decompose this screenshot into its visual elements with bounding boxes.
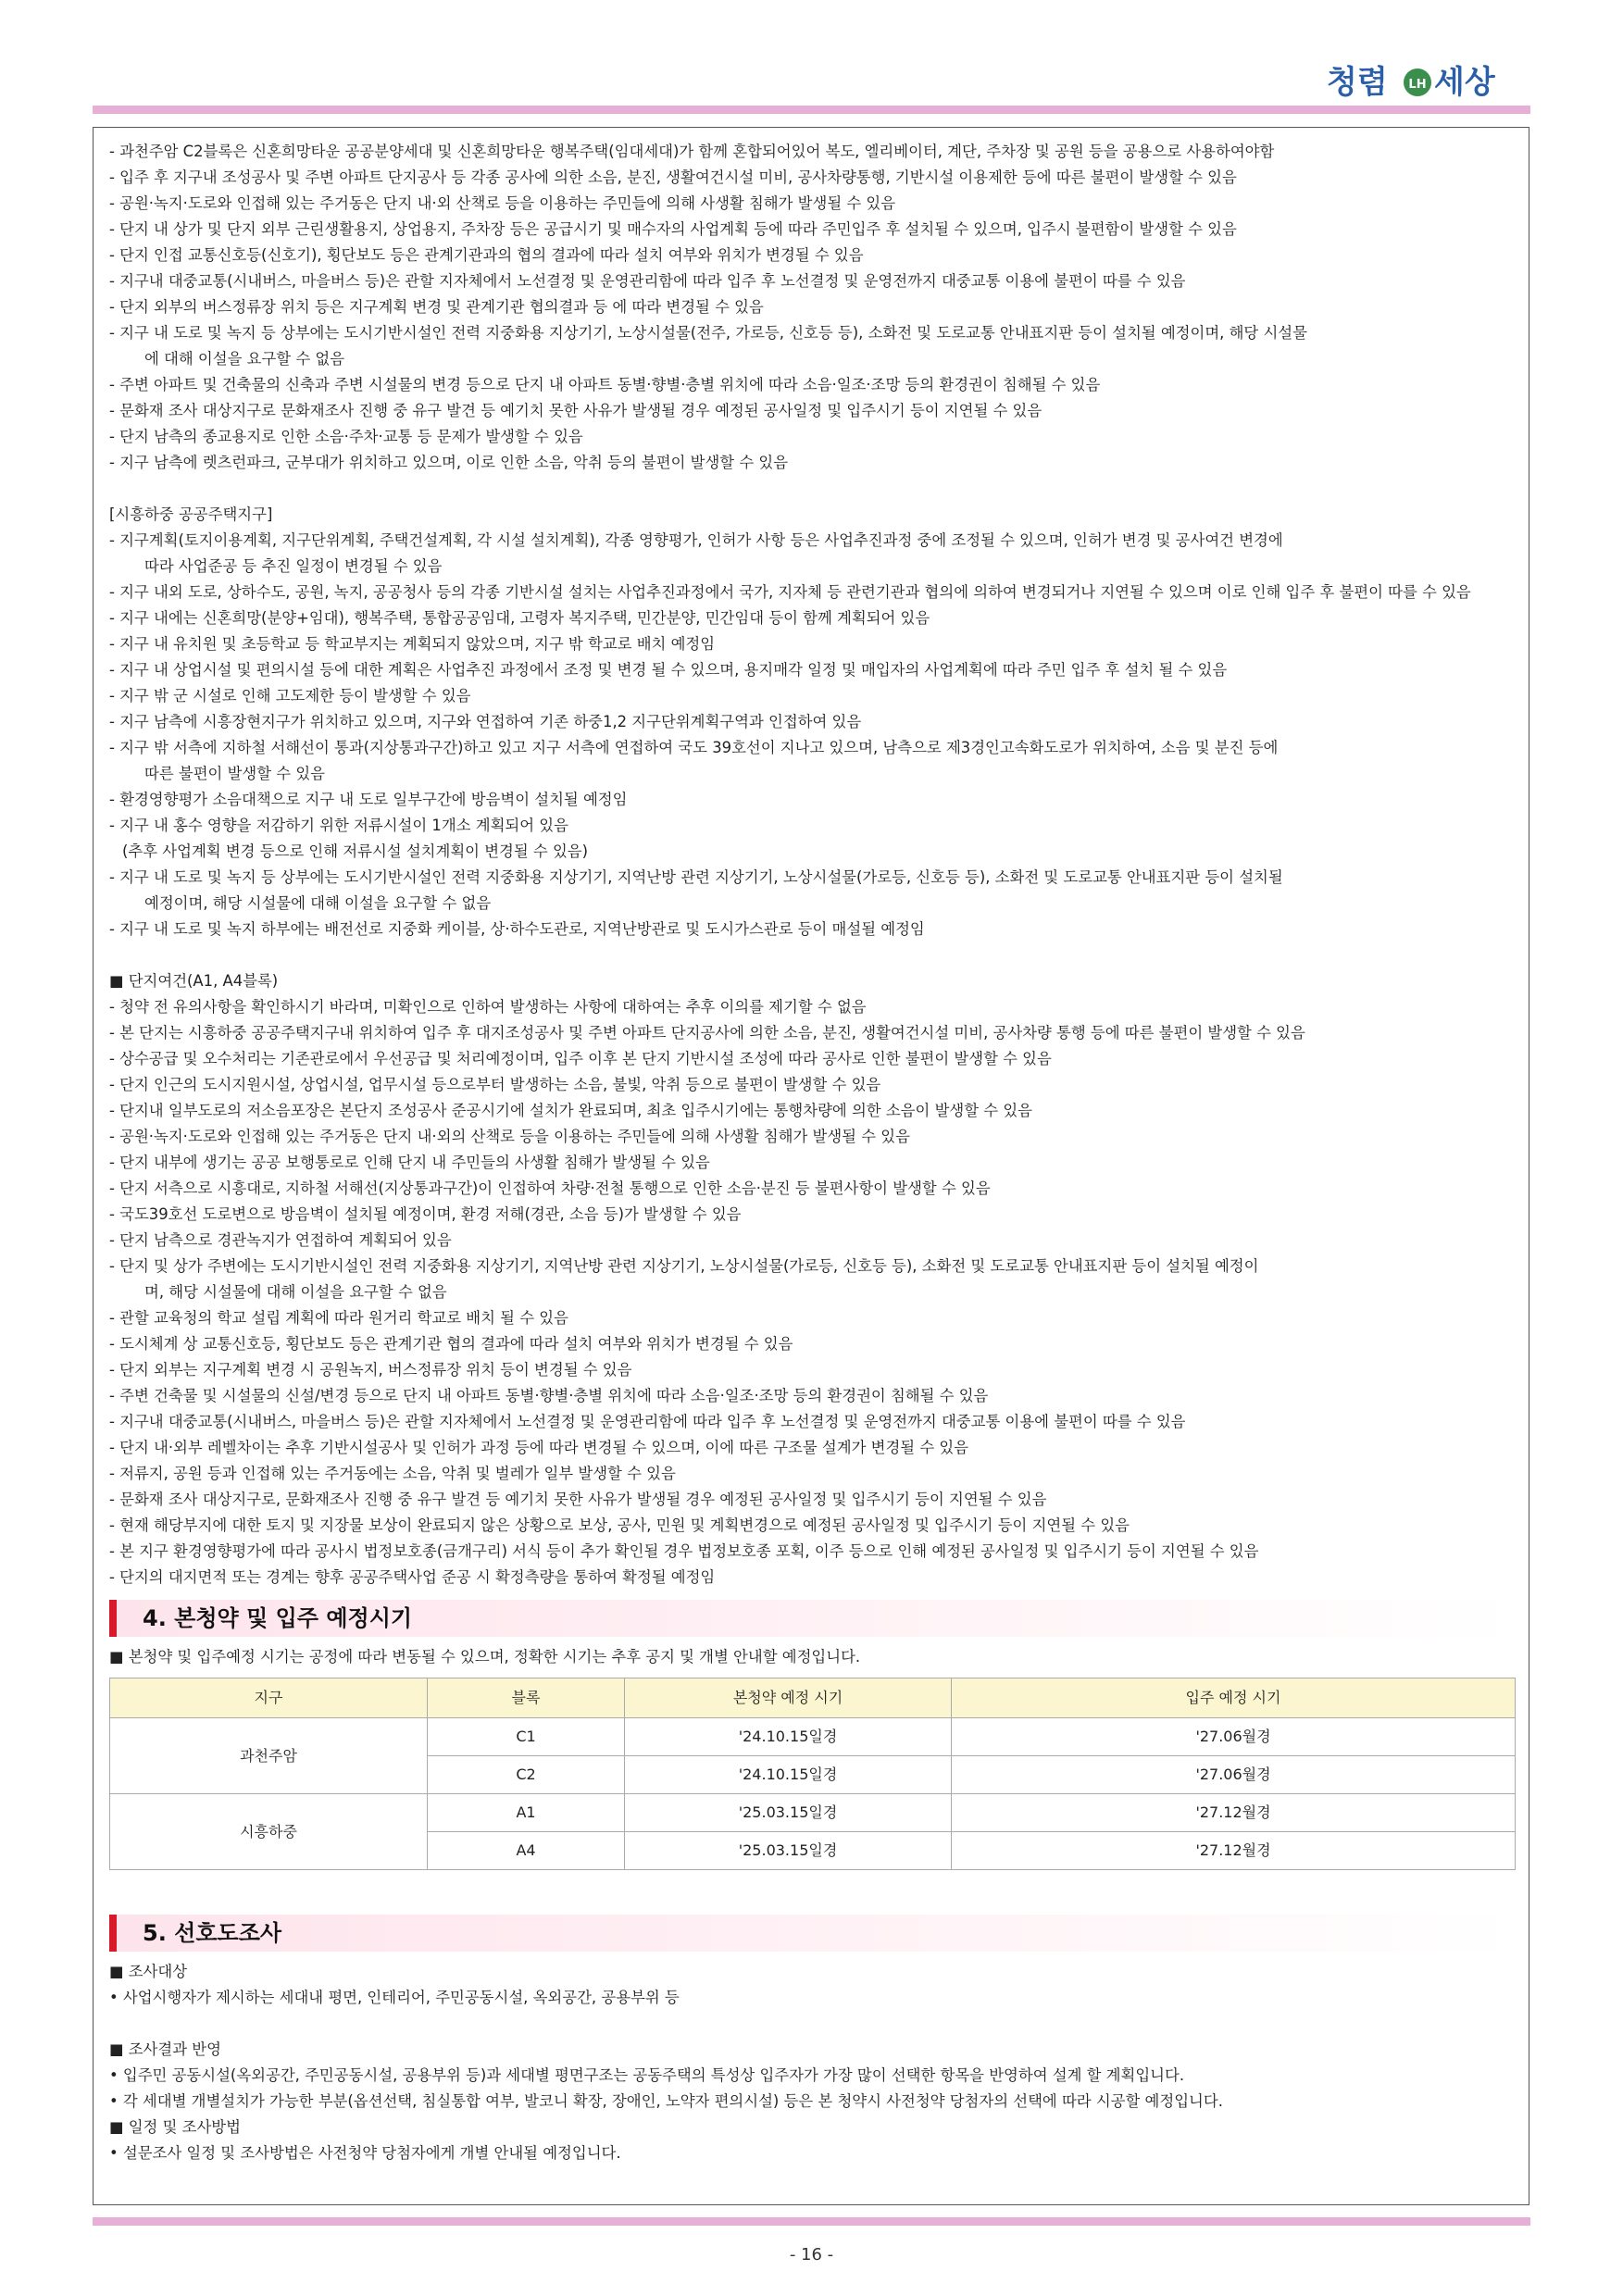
move-in-date-cell: '27.12월경 bbox=[952, 1794, 1516, 1832]
note-line: - 본 지구 환경영향평가에 따라 공사시 법정보호종(금개구리) 서식 등이 추가 확인될 경우 법정보호종 포획, 이주 등으로 인해 예정된 공사일정 및 입주시기 등이 지연될 수 있음 bbox=[109, 1542, 1259, 1560]
col-header-move-in: 입주 예정 시기 bbox=[952, 1678, 1516, 1718]
complex-conditions-heading: ■ 단지여건(A1, A4블록) bbox=[109, 972, 279, 990]
note-line: - 단지 외부는 지구계획 변경 시 공원녹지, 버스정류장 위치 등이 변경될 수 있음 bbox=[109, 1361, 632, 1379]
section-4-header bbox=[109, 1600, 1517, 1637]
siheung-district-heading: [시흥하중 공공주택지구] bbox=[109, 505, 273, 523]
note-line: - 도시체계 상 교통신호등, 횡단보도 등은 관계기관 협의 결과에 따라 설치 여부와 위치가 변경될 수 있음 bbox=[109, 1335, 793, 1353]
survey-result-item: • 각 세대별 개별설치가 가능한 부분(옵션선택, 침실통합 여부, 발코니 확장, 장애인, 노약자 편의시설) 등은 본 청약시 사전청약 당첨자의 선택에 따라 시공할 예정입니다. bbox=[109, 2092, 1223, 2110]
note-line: - 지구 남측에 시흥장현지구가 위치하고 있으며, 지구와 연접하여 기존 하중1,2 지구단위계획구역과 인접하여 있음 bbox=[109, 713, 862, 730]
note-line: - 청약 전 유의사항을 확인하시기 바라며, 미확인으로 인하여 발생하는 사항에 대하여는 추후 이의를 제기할 수 없음 bbox=[109, 998, 867, 1016]
note-line: - 문화재 조사 대상지구로 문화재조사 진행 중 유구 발견 등 예기치 못한 사유가 발생될 경우 예정된 공사일정 및 입주시기 등이 지연될 수 있음 bbox=[109, 402, 1042, 419]
note-line: - 상수공급 및 오수처리는 기존관로에서 우선공급 및 처리예정이며, 입주 이후 본 단지 기반시설 조성에 따라 공사로 인한 불편이 발생할 수 있음 bbox=[109, 1050, 1052, 1067]
move-in-date-cell: '27.06월경 bbox=[952, 1756, 1516, 1794]
page-number: - 16 - bbox=[789, 2245, 834, 2265]
section-5-accent-bar bbox=[109, 1915, 117, 1952]
subscription-date-cell: '24.10.15일경 bbox=[625, 1756, 952, 1794]
col-header-subscription: 본청약 예정 시기 bbox=[625, 1678, 952, 1718]
subscription-date-cell: '25.03.15일경 bbox=[625, 1832, 952, 1870]
survey-result-heading: ■ 조사결과 반영 bbox=[109, 2040, 221, 2058]
complex-conditions-notes bbox=[109, 994, 1535, 1591]
note-line: - 단지 내 상가 및 단지 외부 근린생활용지, 상업용지, 주차장 등은 공급시기 및 매수자의 사업계획 등에 따라 주민입주 후 설치될 수 있으며, 입주시 불편함이 발생할 수 있음 bbox=[109, 220, 1237, 238]
note-line: - 단지 및 상가 주변에는 도시기반시설인 전력 지중화용 지상기기, 지역난방 관련 지상기기, 노상시설물(가로등, 신호등 등), 소화전 및 도로교통 안내표지판 등이 설치될 예정이 bbox=[109, 1257, 1259, 1275]
table-row bbox=[110, 1794, 1516, 1832]
siheung-notes bbox=[109, 528, 1535, 942]
note-line: (추후 사업계획 변경 등으로 인해 저류시설 설치계획이 변경될 수 있음) bbox=[122, 842, 589, 860]
note-line: - 단지 외부의 버스정류장 위치 등은 지구계획 변경 및 관계기관 협의결과 등 에 따라 변경될 수 있음 bbox=[109, 298, 764, 316]
block-cell: A4 bbox=[428, 1832, 625, 1870]
note-line: - 지구내 대중교통(시내버스, 마을버스 등)은 관할 지자체에서 노선결정 및 운영관리함에 따라 입주 후 노선결정 및 운영전까지 대중교통 이용에 불편이 따를 수 있음 bbox=[109, 1413, 1186, 1430]
note-line: - 저류지, 공원 등과 인접해 있는 주거동에는 소음, 악취 및 벌레가 일부 발생할 수 있음 bbox=[109, 1465, 676, 1482]
survey-target-item: • 사업시행자가 제시하는 세대내 평면, 인테리어, 주민공동시설, 옥외공간, 공용부위 등 bbox=[109, 1989, 680, 2006]
note-line: - 지구 내 도로 및 녹지 하부에는 배전선로 지중화 케이블, 상·하수도관로, 지역난방관로 및 도시가스관로 등이 매설될 예정임 bbox=[109, 920, 925, 938]
note-line: - 환경영향평가 소음대책으로 지구 내 도로 일부구간에 방음벽이 설치될 예정임 bbox=[109, 791, 628, 808]
schedule-table bbox=[109, 1678, 1516, 1870]
note-line: 에 대해 이설을 요구할 수 없음 bbox=[144, 350, 345, 368]
note-line: - 공원·녹지·도로와 인접해 있는 주거동은 단지 내·외의 산책로 등을 이용하는 주민들에 의해 사생활 침해가 발생될 수 있음 bbox=[109, 1128, 910, 1145]
clean-world-logo bbox=[1327, 57, 1521, 106]
svg-text:LH: LH bbox=[1408, 78, 1427, 92]
note-line: - 지구내 대중교통(시내버스, 마을버스 등)은 관할 지자체에서 노선결정 및 운영관리함에 따라 입주 후 노선결정 및 운영전까지 대중교통 이용에 불편이 따를 수 있음 bbox=[109, 272, 1186, 290]
subscription-date-cell: '24.10.15일경 bbox=[625, 1718, 952, 1756]
survey-target-heading: ■ 조사대상 bbox=[109, 1963, 188, 1980]
note-line: - 단지 내부에 생기는 공공 보행통로로 인해 단지 내 주민들의 사생활 침해가 발생될 수 있음 bbox=[109, 1154, 710, 1171]
survey-schedule-heading: ■ 일정 및 조사방법 bbox=[109, 2118, 241, 2136]
page-content bbox=[109, 139, 1535, 2166]
note-line: - 지구 내 도로 및 녹지 등 상부에는 도시기반시설인 전력 지중화용 지상기기, 지역난방 관련 지상기기, 노상시설물(가로등, 신호등 등), 소화전 및 도로교통 안내표지판 등이 설치될 bbox=[109, 868, 1283, 886]
note-line: - 과천주암 C2블록은 신혼희망타운 공공분양세대 및 신혼희망타운 행복주택(임대세대)가 함께 혼합되어있어 복도, 엘리베이터, 계단, 주차장 및 공원 등을 공용으로 사용하여야함 bbox=[109, 143, 1275, 160]
note-line: 따라 사업준공 등 추진 일정이 변경될 수 있음 bbox=[144, 557, 443, 575]
move-in-date-cell: '27.06월경 bbox=[952, 1718, 1516, 1756]
note-line: - 지구 내외 도로, 상하수도, 공원, 녹지, 공공청사 등의 각종 기반시설 설치는 사업추진과정에서 국가, 지자체 등 관련기관과 협의에 의하여 변경되거나 지연될 수 있으며 이로 인해 입주 후 불편이 따를 수 있음 bbox=[109, 583, 1471, 601]
district-cell: 시흥하중 bbox=[110, 1794, 428, 1870]
section-4-note: ■ 본청약 및 입주예정 시기는 공정에 따라 변동될 수 있으며, 정확한 시기는 추후 공지 및 개별 안내할 예정입니다. bbox=[109, 1648, 861, 1666]
note-line: - 본 단지는 시흥하중 공공주택지구내 위치하여 입주 후 대지조성공사 및 주변 아파트 단지공사에 의한 소음, 분진, 생활여건시설 미비, 공사차량 통행 등에 따른 불편이 발생할 수 있음 bbox=[109, 1024, 1305, 1042]
note-line: - 문화재 조사 대상지구로, 문화재조사 진행 중 유구 발견 등 예기치 못한 사유가 발생될 경우 예정된 공사일정 및 입주시기 등이 지연될 수 있음 bbox=[109, 1491, 1047, 1508]
note-line: - 입주 후 지구내 조성공사 및 주변 아파트 단지공사 등 각종 공사에 의한 소음, 분진, 생활여건시설 미비, 공사차량통행, 기반시설 이용제한 등에 따른 불편이 발생할 수 있음 bbox=[109, 168, 1237, 186]
note-line: 며, 해당 시설물에 대해 이설을 요구할 수 없음 bbox=[144, 1283, 447, 1301]
survey-schedule-item: • 설문조사 일정 및 조사방법은 사전청약 당첨자에게 개별 안내될 예정입니다. bbox=[109, 2144, 621, 2162]
survey-result-item: • 입주민 공동시설(옥외공간, 주민공동시설, 공용부위 등)과 세대별 평면구조는 공동주택의 특성상 입주자가 가장 많이 선택한 항목을 반영하여 설계 할 계획입니다. bbox=[109, 2066, 1185, 2084]
note-line: - 지구 밖 군 시설로 인해 고도제한 등이 발생할 수 있음 bbox=[109, 687, 471, 705]
note-line: - 단지 인근의 도시지원시설, 상업시설, 업무시설 등으로부터 발생하는 소음, 불빛, 악취 등으로 불편이 발생할 수 있음 bbox=[109, 1076, 881, 1093]
col-header-block: 블록 bbox=[428, 1678, 625, 1718]
col-header-district: 지구 bbox=[110, 1678, 428, 1718]
gwacheon-notes bbox=[109, 139, 1535, 476]
district-cell: 과천주암 bbox=[110, 1718, 428, 1794]
note-line: - 지구 내 상업시설 및 편의시설 등에 대한 계획은 사업추진 과정에서 조정 및 변경 될 수 있으며, 용지매각 일정 및 매입자의 사업계획에 따라 주민 입주 후 설치 될 수 있음 bbox=[109, 661, 1228, 679]
note-line: - 지구 내 유치원 및 초등학교 등 학교부지는 계획되지 않았으며, 지구 밖 학교로 배치 예정임 bbox=[109, 635, 716, 653]
block-cell: A1 bbox=[428, 1794, 625, 1832]
note-line: - 단지 내·외부 레벨차이는 추후 기반시설공사 및 인허가 과정 등에 따라 변경될 수 있으며, 이에 따른 구조물 설계가 변경될 수 있음 bbox=[109, 1439, 969, 1456]
note-line: - 지구 남측에 렛츠런파크, 군부대가 위치하고 있으며, 이로 인한 소음, 악취 등의 불편이 발생할 수 있음 bbox=[109, 454, 789, 471]
note-line: - 지구 내 도로 및 녹지 등 상부에는 도시기반시설인 전력 지중화용 지상기기, 노상시설물(전주, 가로등, 신호등 등), 소화전 및 도로교통 안내표지판 등이 설치될 예정이며, 해당 시설물 bbox=[109, 324, 1307, 342]
section-4-title: 4. 본청약 및 입주 예정시기 bbox=[143, 1605, 413, 1631]
section-5-title: 5. 선호도조사 bbox=[143, 1920, 282, 1946]
note-line: - 단지의 대지면적 또는 경계는 향후 공공주택사업 준공 시 확정측량을 통하여 확정될 예정임 bbox=[109, 1568, 716, 1586]
note-line: - 단지 남측의 종교용지로 인한 소음·주차·교통 등 문제가 발생할 수 있음 bbox=[109, 428, 583, 445]
logo-text-right: 세상 bbox=[1434, 64, 1495, 101]
note-line: - 현재 해당부지에 대한 토지 및 지장물 보상이 완료되지 않은 상황으로 보상, 공사, 민원 및 계획변경으로 예정된 공사일정 및 입주시기 등이 지연될 수 있음 bbox=[109, 1516, 1130, 1534]
footer-divider-bar bbox=[93, 2217, 1530, 2226]
section-4-accent-bar bbox=[109, 1600, 117, 1637]
note-line: 예정이며, 해당 시설물에 대해 이설을 요구할 수 없음 bbox=[144, 894, 492, 912]
note-line: - 단지내 일부도로의 저소음포장은 본단지 조성공사 준공시기에 설치가 완료되며, 최초 입주시기에는 통행차량에 의한 소음이 발생할 수 있음 bbox=[109, 1102, 1032, 1119]
note-line: 따른 불편이 발생할 수 있음 bbox=[144, 765, 326, 782]
note-line: - 관할 교육청의 학교 설립 계획에 따라 원거리 학교로 배치 될 수 있음 bbox=[109, 1309, 568, 1327]
note-line: - 주변 아파트 및 건축물의 신축과 주변 시설물의 변경 등으로 단지 내 아파트 동별·향별·층별 위치에 따라 소음·일조·조망 등의 환경권이 침해될 수 있음 bbox=[109, 376, 1101, 393]
note-line: - 공원·녹지·도로와 인접해 있는 주거동은 단지 내·외 산책로 등을 이용하는 주민들에 의해 사생활 침해가 발생될 수 있음 bbox=[109, 194, 896, 212]
note-line: - 지구 내 홍수 영향을 저감하기 위한 저류시설이 1개소 계획되어 있음 bbox=[109, 817, 568, 834]
subscription-date-cell: '25.03.15일경 bbox=[625, 1794, 952, 1832]
note-line: - 단지 남측으로 경관녹지가 연접하여 계획되어 있음 bbox=[109, 1231, 452, 1249]
move-in-date-cell: '27.12월경 bbox=[952, 1832, 1516, 1870]
note-line: - 주변 건축물 및 시설물의 신설/변경 등으로 단지 내 아파트 동별·향별·층별 위치에 따라 소음·일조·조망 등의 환경권이 침해될 수 있음 bbox=[109, 1387, 989, 1404]
note-line: - 지구계획(토지이용계획, 지구단위계획, 주택건설계획, 각 시설 설치계획), 각종 영향평가, 인허가 사항 등은 사업추진과정 중에 조정될 수 있으며, 인허가 변경 및 공사여건 변경에 bbox=[109, 531, 1283, 549]
table-row bbox=[110, 1718, 1516, 1756]
note-line: - 단지 인접 교통신호등(신호기), 횡단보도 등은 관계기관과의 협의 결과에 따라 설치 여부와 위치가 변경될 수 있음 bbox=[109, 246, 864, 264]
note-line: - 지구 내에는 신혼희망(분양+임대), 행복주택, 통합공공임대, 고령자 복지주택, 민간분양, 민간임대 등이 함께 계획되어 있음 bbox=[109, 609, 930, 627]
block-cell: C2 bbox=[428, 1756, 625, 1794]
note-line: - 지구 밖 서측에 지하철 서해선이 통과(지상통과구간)하고 있고 지구 서측에 연접하여 국도 39호선이 지나고 있으며, 남측으로 제3경인고속화도로가 위치하여, 소음 및 분진 등에 bbox=[109, 739, 1279, 756]
block-cell: C1 bbox=[428, 1718, 625, 1756]
schedule-table-header-row bbox=[110, 1678, 1516, 1718]
header-divider-bar bbox=[93, 106, 1530, 114]
section-5-header bbox=[109, 1915, 1517, 1952]
note-line: - 단지 서측으로 시흥대로, 지하철 서해선(지상통과구간)이 인접하여 차량·전철 통행으로 인한 소음·분진 등 불편사항이 발생할 수 있음 bbox=[109, 1179, 991, 1197]
logo-text-left: 청렴 bbox=[1327, 64, 1388, 101]
note-line: - 국도39호선 도로변으로 방음벽이 설치될 예정이며, 환경 저해(경관, 소음 등)가 발생할 수 있음 bbox=[109, 1205, 742, 1223]
